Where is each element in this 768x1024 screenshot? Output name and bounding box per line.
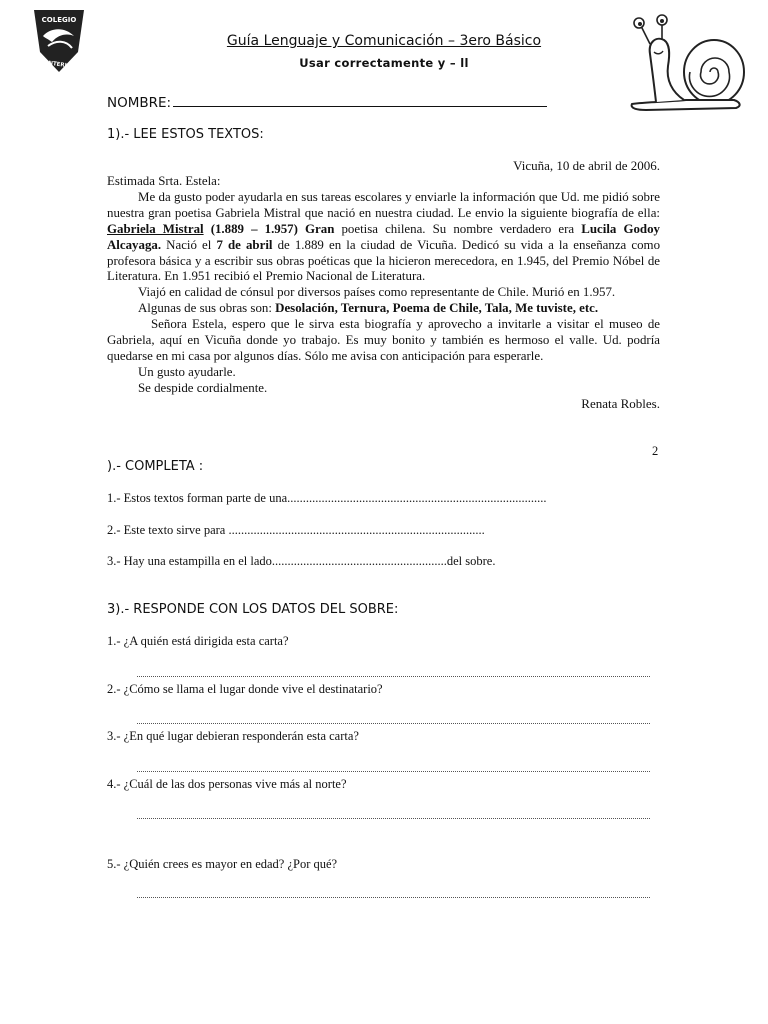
letter-closing-2: Se despide cordialmente. xyxy=(138,380,268,395)
envelope-question-3: 3.- ¿En qué lugar debieran responderán esta carta? xyxy=(107,729,359,743)
envelope-question-4: 4.- ¿Cuál de las dos personas vive más al norte? xyxy=(107,777,347,791)
letter-body xyxy=(107,174,660,397)
envelope-question-5: 5.- ¿Quién crees es mayor en edad? ¿Por qué? xyxy=(107,857,338,871)
svg-text:WINTERHILL: WINTERHILL xyxy=(39,59,79,71)
envelope-question-2: 2.- ¿Cómo se llama el lugar donde vive el destinatario? xyxy=(107,682,383,696)
answer-line-1[interactable] xyxy=(137,676,650,677)
name-field xyxy=(107,94,547,111)
answer-line-3[interactable] xyxy=(137,771,650,772)
answer-line-2[interactable] xyxy=(137,723,650,724)
letter-closing-1: Un gusto ayudarle. xyxy=(138,364,236,379)
letter-paragraph-4: Señora Estela, espero que le sirva esta biografía y aprovecho a invitarle a visitar el museo de Gabriela, aquí en Vicuña donde yo trabajo. Es muy bonito y también es hermoso el valle. Ud. podría quedarse en mi casa por algunos días. Sólo me avisa con anticipación para esperarle. xyxy=(107,317,660,363)
complete-question-1[interactable]: 1.- Estos textos forman parte de una................................................................................... xyxy=(107,491,547,505)
answer-line-5[interactable] xyxy=(137,897,650,898)
name-blank-line[interactable] xyxy=(173,94,547,107)
page-number: 2 xyxy=(652,444,659,458)
section-1-heading: 1).- LEE ESTOS TEXTOS: xyxy=(107,127,264,142)
letter-paragraph-2: Viajó en calidad de cónsul por diversos países como representante de Chile. Murió en 1.957. xyxy=(138,285,616,300)
worksheet-title: Guía Lenguaje y Comunicación – 3ero Básico xyxy=(226,33,542,49)
name-label: NOMBRE: xyxy=(107,95,172,111)
section-2-heading: ).- COMPLETA : xyxy=(107,459,204,474)
envelope-question-1: 1.- ¿A quién está dirigida esta carta? xyxy=(107,634,289,648)
letter-signature: Renata Robles. xyxy=(581,396,660,411)
complete-question-3[interactable]: 3.- Hay una estampilla en el lado........................................................del sobre. xyxy=(107,554,496,568)
svg-text:COLEGIO: COLEGIO xyxy=(41,16,77,24)
complete-question-2[interactable]: 2.- Este texto sirve para .................................................................................. xyxy=(107,523,485,537)
section-3-heading: 3).- RESPONDE CON LOS DATOS DEL SOBRE: xyxy=(107,602,399,617)
letter-date: Vicuña, 10 de abril de 2006. xyxy=(513,158,660,173)
letter-greeting: Estimada Srta. Estela: xyxy=(107,174,221,188)
worksheet-subtitle: Usar correctamente y – ll xyxy=(299,56,469,70)
letter-paragraph-1: Me da gusto poder ayudarla en sus tareas escolares y enviarle la información que Ud. me pidió sobre nuestra gran poetisa Gabriela Mistral que nació en nuestra ciudad. Le envio la siguiente biografía de ella: Gabriela Mistral (1.889 – 1.957) Gran poetisa chilena. Su nombre verdadero era Lucila Godoy Alcayaga. Nació el 7 de abril de 1.889 en la ciudad de Vicuña. Dedicó su vida a la enseñanza como profesora básica y a escribir sus obras poéticas que la hicieron merecedora, en 1.945, del Premio Nóbel de Literatura. En 1.951 recibió el Premio Nacional de Literatura. xyxy=(107,189,661,284)
letter-paragraph-3: Algunas de sus obras son: Desolación, Ternura, Poema de Chile, Tala, Me tuviste, etc. xyxy=(138,301,599,316)
answer-line-4[interactable] xyxy=(137,818,650,819)
